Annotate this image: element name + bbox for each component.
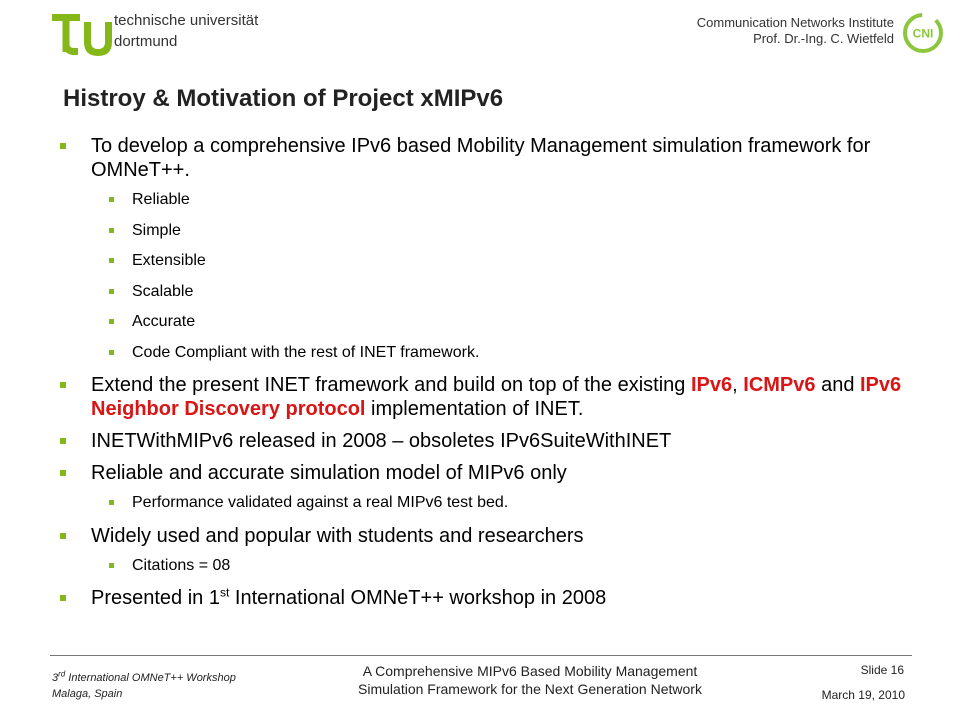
professor-name: Prof. Dr.-Ing. C. Wietfeld — [753, 31, 894, 46]
tu-dortmund-logo — [52, 14, 114, 58]
highlight-icmpv6: ICMPv6 — [743, 374, 816, 396]
institute-name: Communication Networks Institute — [696, 15, 894, 30]
footer-title-line2: Simulation Framework for the Next Generation Network — [358, 681, 702, 697]
slide-title: Histroy & Motivation of Project xMIPv6 — [63, 85, 504, 112]
presented-text-post: International OMNeT++ workshop in 2008 — [229, 587, 607, 609]
highlight-ipv6: IPv6 — [690, 374, 733, 396]
sub-bullet-reliable: Reliable — [57, 190, 917, 210]
bullet-reliable-model: Reliable and accurate simulation model of MIPv6 only — [57, 461, 917, 485]
slide-content — [57, 134, 917, 618]
footer-divider — [50, 655, 912, 656]
footer-presentation-title — [320, 662, 740, 698]
slide-number: Slide 16 — [860, 663, 904, 677]
cni-logo — [902, 12, 944, 54]
bullet-presented — [57, 586, 917, 610]
footer-workshop-sup: rd — [58, 669, 66, 679]
sub-bullet-scalable: Scalable — [57, 282, 917, 302]
sub-bullet-citations: Citations = 08 — [57, 556, 917, 576]
footer-location: Malaga, Spain — [52, 688, 123, 700]
extend-text-4: implementation of INET. — [365, 398, 584, 420]
sub-bullet-simple: Simple — [57, 221, 917, 241]
footer-workshop-line1 — [52, 670, 236, 686]
extend-text-2: , — [732, 374, 744, 396]
sub-bullet-accurate: Accurate — [57, 312, 917, 332]
institute-info — [697, 15, 894, 47]
sub-bullet-performance: Performance validated against a real MIPv6 test bed. — [57, 493, 917, 513]
university-line2: dortmund — [114, 33, 178, 50]
presented-sup: st — [219, 585, 230, 600]
footer-title-line1: A Comprehensive MIPv6 Based Mobility Management — [362, 663, 698, 679]
cni-logo-text: CNI — [912, 26, 934, 41]
bullet-framework-goal: To develop a comprehensive IPv6 based Mobility Management simulation framework for OMNeT++. — [57, 134, 917, 182]
sub-bullet-code-compliant: Code Compliant with the rest of INET framework. — [57, 343, 917, 363]
footer-workshop-name: International OMNeT++ Workshop — [65, 672, 236, 684]
presented-text-pre: Presented in 1 — [91, 587, 220, 609]
extend-text-3: and — [815, 374, 860, 396]
bullet-widely-used: Widely used and popular with students and researchers — [57, 524, 917, 548]
university-name — [114, 10, 258, 52]
footer-workshop-number: 3 — [52, 672, 59, 684]
university-line1: technische universität — [114, 12, 259, 29]
highlight-neighbor-discovery: IPv6 Neighbor Discovery protocol — [91, 374, 902, 420]
slide-date: March 19, 2010 — [821, 688, 905, 702]
extend-text-1: Extend the present INET framework and build on top of the existing — [91, 374, 691, 396]
bullet-extend-inet — [57, 373, 917, 421]
sub-bullet-extensible: Extensible — [57, 251, 917, 271]
bullet-inetwithmipv6: INETWithMIPv6 released in 2008 – obsoletes IPv6SuiteWithINET — [57, 429, 917, 453]
footer-workshop — [52, 670, 236, 702]
